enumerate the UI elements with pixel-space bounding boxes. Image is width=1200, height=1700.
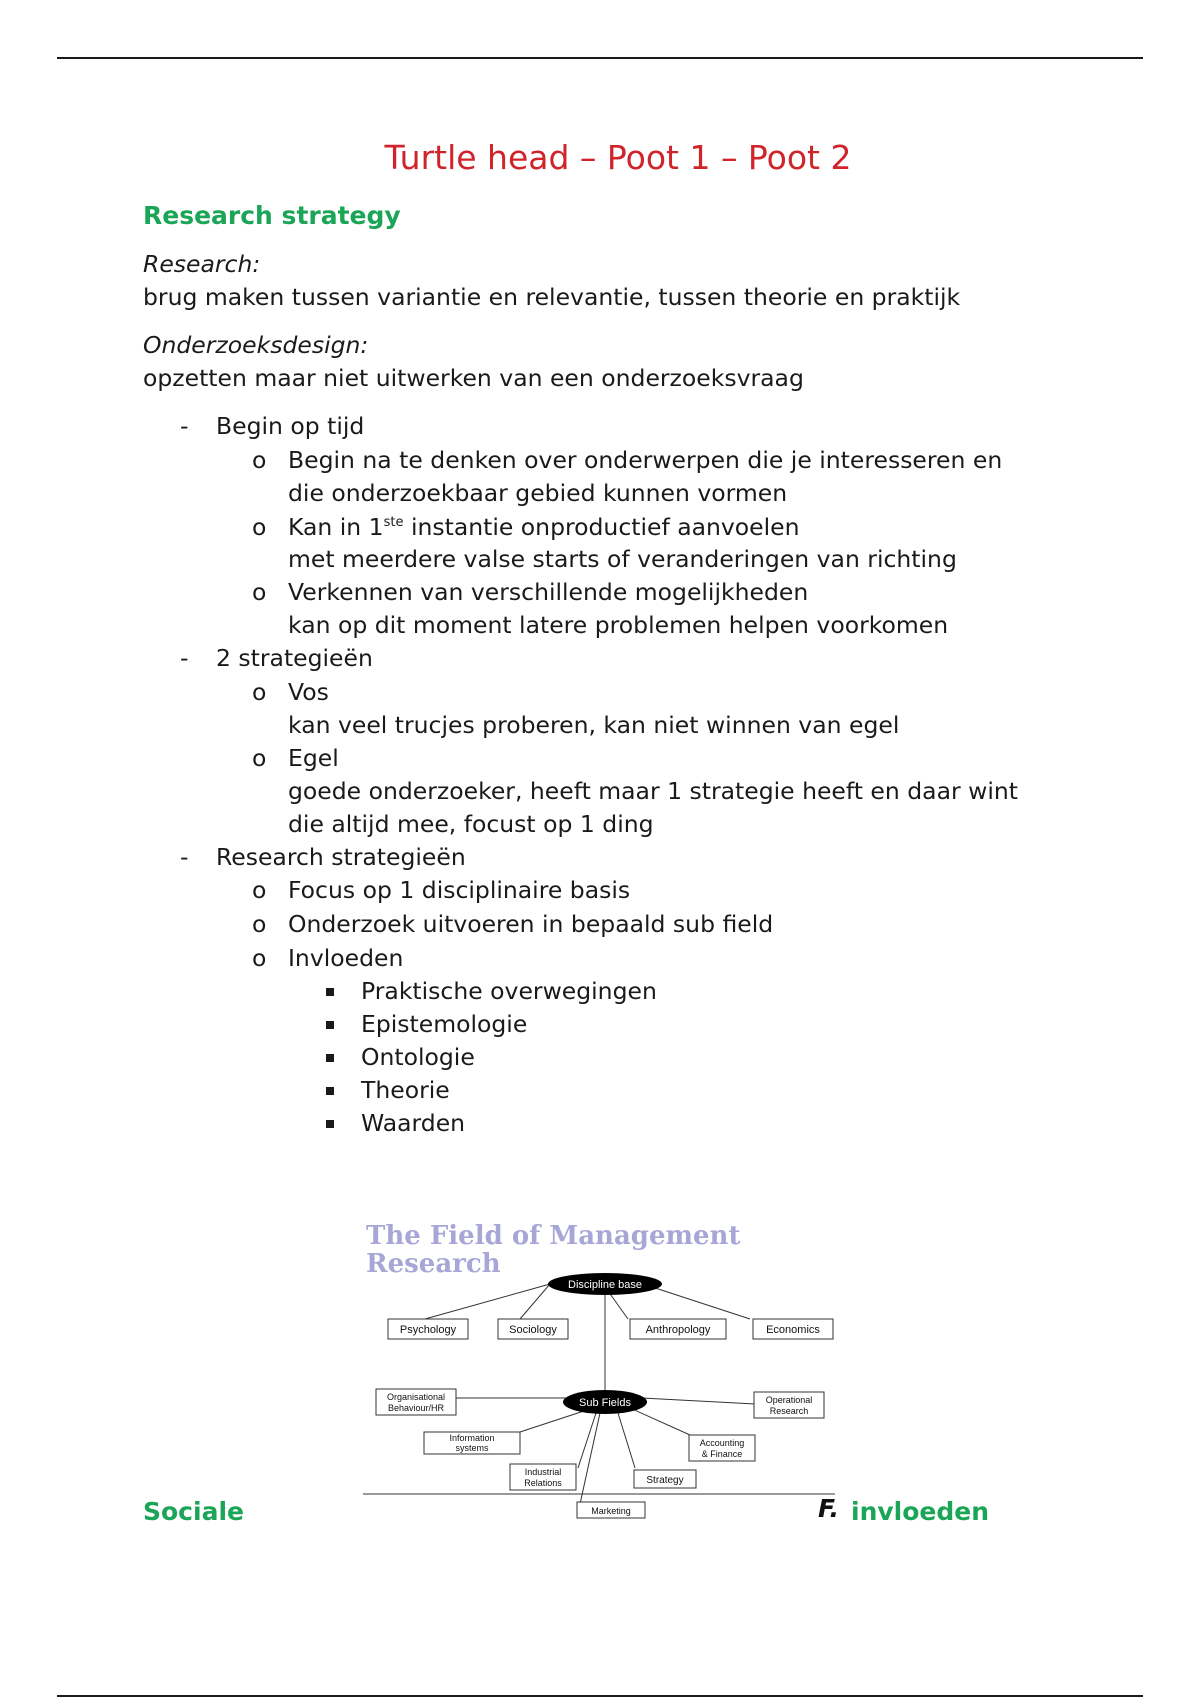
sub-item-text: goede onderzoeker, heeft maar 1 strategie heeft en daar wint: [288, 777, 1018, 805]
information-systems-label: Information: [449, 1433, 495, 1443]
influence-item: Epistemologie: [361, 1010, 528, 1038]
square-bullet: [326, 988, 334, 996]
diagram-title: The Field of Management Research: [366, 1221, 741, 1279]
sociale-heading: Sociale: [143, 1497, 244, 1526]
page-title: Turtle head – Poot 1 – Poot 2: [384, 138, 852, 177]
bottom-rule: [57, 1695, 1143, 1697]
sub-item-text: Begin na te denken over onderwerpen die je interesseren en: [288, 446, 1003, 474]
anthropology-label: Anthropology: [645, 1324, 711, 1336]
information-systems-label: systems: [455, 1443, 489, 1453]
research-label: Research:: [143, 250, 261, 278]
circle-bullet: o: [252, 446, 267, 474]
sub-item-text: Invloeden: [288, 944, 404, 972]
sub-item-text: Egel: [288, 744, 339, 772]
dash-bullet: -: [180, 644, 189, 672]
influence-item: Waarden: [361, 1109, 466, 1137]
operational-research-label: Operational: [765, 1395, 813, 1405]
org-behaviour-label: Organisational: [386, 1392, 446, 1402]
accounting-finance-label: & Finance: [701, 1449, 743, 1459]
dash-bullet: -: [180, 843, 189, 871]
section-heading: Research strategy: [143, 201, 401, 230]
square-bullet: [326, 1021, 334, 1029]
circle-bullet: o: [252, 944, 267, 972]
square-bullet: [326, 1120, 334, 1128]
management-research-diagram: [360, 1220, 840, 1520]
list-item-begin: Begin op tijd: [216, 412, 365, 440]
list-item-research-strategies: Research strategieën: [216, 843, 466, 871]
discipline-base-label: Discipline base: [568, 1279, 642, 1291]
circle-bullet: o: [252, 578, 267, 606]
circle-bullet: o: [252, 513, 267, 541]
sociology-label: Sociology: [509, 1324, 557, 1336]
sub-item-text: Focus op 1 disciplinaire basis: [288, 876, 631, 904]
influence-item: Praktische overwegingen: [361, 977, 657, 1005]
marketing-label: Marketing: [591, 1506, 631, 1516]
circle-bullet: o: [252, 678, 267, 706]
influence-item: Theorie: [361, 1076, 450, 1104]
industrial-relations-label: Industrial: [524, 1467, 562, 1477]
superscript: ste: [383, 515, 404, 531]
sub-item-text: die altijd mee, focust op 1 ding: [288, 810, 654, 838]
design-label: Onderzoeksdesign:: [143, 331, 369, 359]
sub-item-text: die onderzoekbaar gebied kunnen vormen: [288, 479, 788, 507]
economics-label: Economics: [766, 1324, 820, 1336]
operational-research-label: Research: [769, 1406, 809, 1416]
sub-fields-label: Sub Fields: [579, 1397, 631, 1409]
invloeden-heading: invloeden: [851, 1497, 990, 1526]
circle-bullet: o: [252, 910, 267, 938]
influence-item: Ontologie: [361, 1043, 475, 1071]
accounting-finance-label: Accounting: [699, 1438, 745, 1448]
top-rule: [57, 57, 1143, 59]
circle-bullet: o: [252, 744, 267, 772]
strategy-label: Strategy: [646, 1475, 684, 1486]
sub-item-text: Onderzoek uitvoeren in bepaald sub field: [288, 910, 774, 938]
sub-item-text: kan veel trucjes proberen, kan niet winnen van egel: [288, 711, 900, 739]
sub-item-text: met meerdere valse starts of veranderingen van richting: [288, 545, 957, 573]
sub-item-text: Verkennen van verschillende mogelijkheden: [288, 578, 809, 606]
square-bullet: [326, 1087, 334, 1095]
org-behaviour-label: Behaviour/HR: [387, 1403, 445, 1413]
square-bullet: [326, 1054, 334, 1062]
sub-item-text: kan op dit moment latere problemen helpen voorkomen: [288, 611, 949, 639]
list-item-strategies: 2 strategieën: [216, 644, 373, 672]
cut-off-mark: F.: [818, 1494, 840, 1523]
design-definition: opzetten maar niet uitwerken van een onderzoeksvraag: [143, 364, 804, 392]
dash-bullet: -: [180, 412, 189, 440]
industrial-relations-label: Relations: [524, 1478, 562, 1488]
sub-item-text: Kan in 1ste instantie onproductief aanvoelen: [288, 513, 800, 541]
sub-item-text: Vos: [288, 678, 329, 706]
psychology-label: Psychology: [399, 1324, 457, 1336]
research-definition: brug maken tussen variantie en relevantie, tussen theorie en praktijk: [143, 283, 961, 311]
circle-bullet: o: [252, 876, 267, 904]
